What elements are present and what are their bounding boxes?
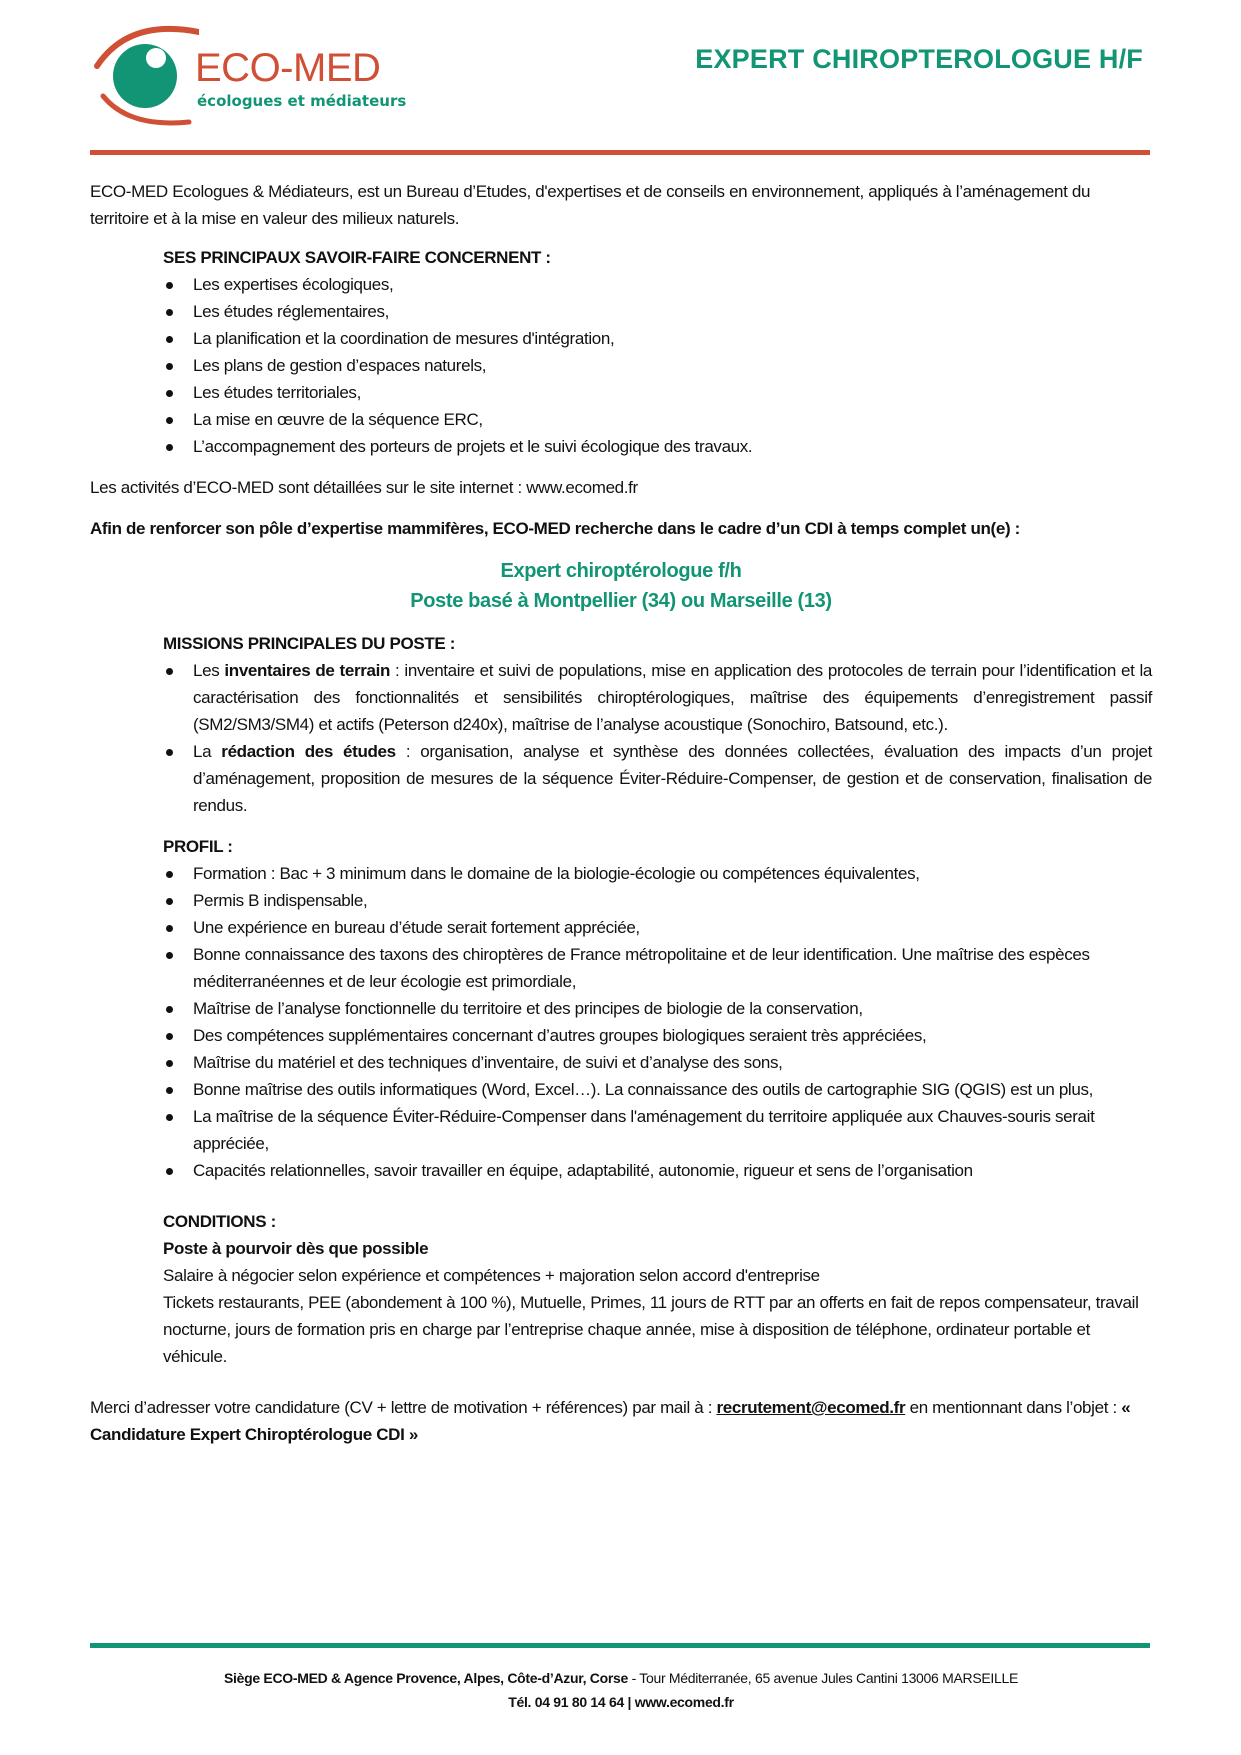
recruitment-intro: Afin de renforcer son pôle d’expertise mammifères, ECO-MED recherche dans le cadre d’un CDI à temps complet un(e) : (90, 519, 1020, 538)
email-subject: « Candidature Expert Chiroptérologue CDI » (90, 1398, 1131, 1444)
benefits-text: Tickets restaurants, PEE (abondement à 100 %), Mutuelle, Primes, 11 jours de RTT par an offerts en fait de repos compensateur, travail nocturne, jours de formation pris en charge par l’entreprise chaque année, mise à disposition de téléphone, ordinateur portable et véhicule. (163, 1293, 1139, 1366)
savoir-faire-heading: SES PRINCIPAUX SAVOIR-FAIRE CONCERNENT : (163, 248, 551, 267)
list-item: La rédaction des études : organisation, analyse et synthèse des données collectées, évaluation des impacts d’un projet d’aménagement, proposition de mesures de la séquence Éviter-Réduire-Compenser, de gestion et de conservation, finalisation de rendus. (163, 738, 1152, 819)
page-title: EXPERT CHIROPTEROLOGUE H/F (695, 44, 1143, 74)
list-item: Des compétences supplémentaires concernant d’autres groupes biologiques seraient très appréciées, (163, 1022, 1152, 1049)
list-item: Maîtrise du matériel et des techniques d’inventaire, de suivi et d’analyse des sons, (163, 1049, 1152, 1076)
list-item: Permis B indispensable, (163, 887, 1152, 914)
list-item: La mise en œuvre de la séquence ERC, (163, 406, 1152, 433)
list-item: Formation : Bac + 3 minimum dans le domaine de la biologie-écologie ou compétences équivalentes, (163, 860, 1152, 887)
activities-text: Les activités d’ECO-MED sont détaillées sur le site internet : www.ecomed.fr (90, 478, 638, 497)
savoir-faire-list (163, 271, 1152, 460)
list-item: Maîtrise de l’analyse fonctionnelle du territoire et des principes de biologie de la conservation, (163, 995, 1152, 1022)
intro-paragraph: ECO-MED Ecologues & Médiateurs, est un Bureau d’Etudes, d'expertises et de conseils en environnement, appliqués à l’aménagement du territoire et à la mise en valeur des milieux naturels. (90, 182, 1091, 228)
missions-list (163, 657, 1152, 819)
footer-divider (90, 1643, 1150, 1648)
list-item: Les études réglementaires, (163, 298, 1152, 325)
list-item: Les expertises écologiques, (163, 271, 1152, 298)
eco-med-logo (95, 18, 415, 128)
position-title: Expert chiroptérologue f/h (500, 560, 742, 582)
position-location: Poste basé à Montpellier (34) ou Marseille (13) (410, 590, 832, 612)
availability-text: Poste à pourvoir dès que possible (163, 1239, 429, 1258)
profil-heading: PROFIL : (163, 837, 233, 856)
salary-text: Salaire à négocier selon expérience et compétences + majoration selon accord d'entreprise (163, 1266, 820, 1285)
application-instructions: Merci d’adresser votre candidature (CV + lettre de motivation + références) par mail à : recrutement@ecomed.fr en mentionnant dans l’objet : « Candidature Expert Chiroptérologue CDI » (90, 1398, 1131, 1444)
list-item: Bonne connaissance des taxons des chiroptères de France métropolitaine et de leur identification. Une maîtrise des espèces méditerranéennes et de leur écologie est primordiale, (163, 941, 1152, 995)
conditions-heading: CONDITIONS : (163, 1212, 276, 1231)
profil-list (163, 860, 1152, 1184)
list-item: Une expérience en bureau d’étude serait fortement appréciée, (163, 914, 1152, 941)
list-item: La planification et la coordination de mesures d'intégration, (163, 325, 1152, 352)
eye-logo-icon (89, 18, 199, 128)
mission-keyword: rédaction des études (221, 742, 396, 761)
document-body (90, 178, 1152, 1448)
list-item: Les études territoriales, (163, 379, 1152, 406)
list-item: La maîtrise de la séquence Éviter-Réduire-Compenser dans l'aménagement du territoire appliquée aux Chauves-souris serait appréciée, (163, 1103, 1152, 1157)
list-item: Les plans de gestion d’espaces naturels, (163, 352, 1152, 379)
footer (90, 1666, 1152, 1714)
list-item: L’accompagnement des porteurs de projets et le suivi écologique des travaux. (163, 433, 1152, 460)
missions-heading: MISSIONS PRINCIPALES DU POSTE : (163, 634, 456, 653)
recruitment-email-link[interactable]: recrutement@ecomed.fr (716, 1398, 906, 1417)
list-item: Capacités relationnelles, savoir travailler en équipe, adaptabilité, autonomie, rigueur et sens de l’organisation (163, 1157, 1152, 1184)
footer-contact: Tél. 04 91 80 14 64 | www.ecomed.fr (508, 1694, 734, 1710)
header-divider (90, 150, 1150, 155)
logo-tagline: écologues et médiateurs (197, 92, 407, 110)
list-item: Bonne maîtrise des outils informatiques (Word, Excel…). La connaissance des outils de cartographie SIG (QGIS) est un plus, (163, 1076, 1152, 1103)
logo-wordmark: ECO-MED (195, 46, 381, 90)
mission-keyword: inventaires de terrain (224, 661, 390, 680)
list-item: Les inventaires de terrain : inventaire et suivi de populations, mise en application des protocoles de terrain pour l’identification et la caractérisation des fonctionnalités et sensibilités chiroptérologiques, maîtrise des équipements d’enregistrement passif (SM2/SM3/SM4) et actifs (Peterson d240x), maîtrise de l’analyse acoustique (Sonochiro, Batsound, etc.). (163, 657, 1152, 738)
footer-address: Siège ECO-MED & Agence Provence, Alpes, Côte-d’Azur, Corse - Tour Méditerranée, 65 avenue Jules Cantini 13006 MARSEILLE (223, 1670, 1018, 1686)
